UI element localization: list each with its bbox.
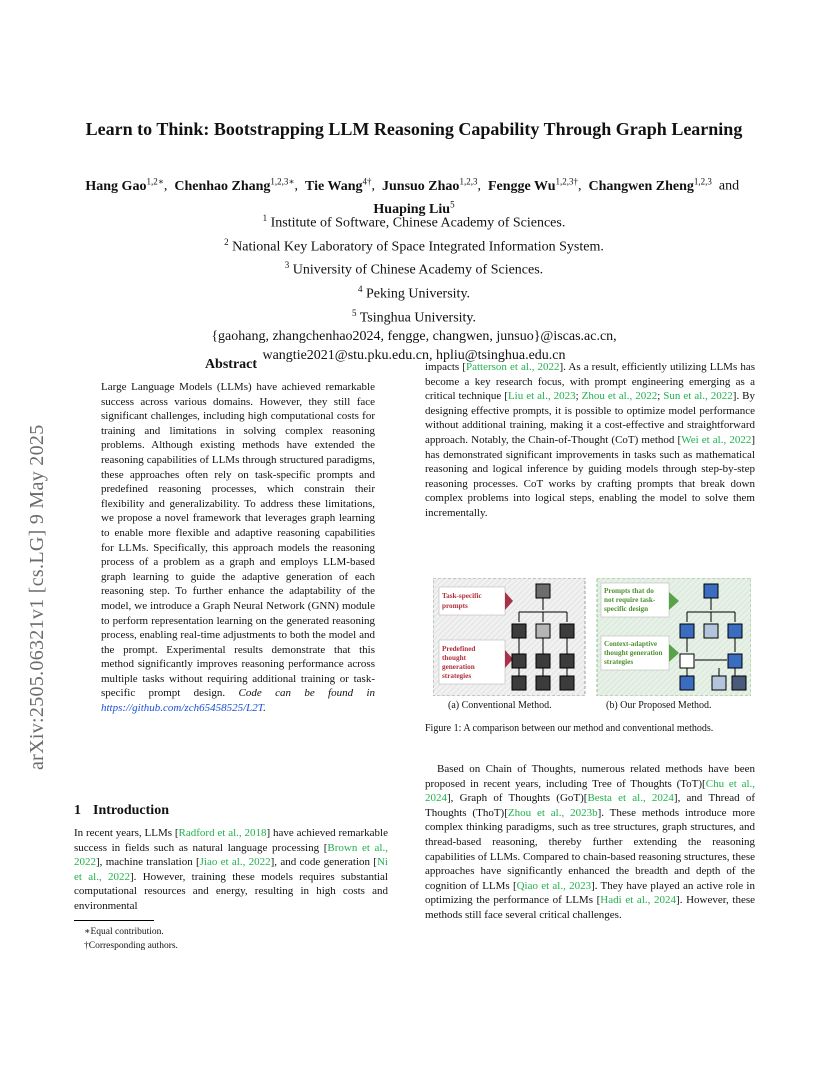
citation-link[interactable]: Hadi et al., 2024 xyxy=(600,894,677,907)
graph-node xyxy=(712,676,726,690)
right-label-2: Context-adaptive thought generation strategies xyxy=(604,640,663,666)
intro-paragraph: In recent years, LLMs [Radford et al., 2018] have achieved remarkable success in fields such as natural language processing [Brown et al., 2022], machine translation [Jiao et al., 2022], and code generation [Ni et al., 2022]. However, training these models requires substantial computational resources and energy, resulting in high costs and environmental xyxy=(74,827,388,912)
author: Changwen Zheng$^{1,2,3}$ xyxy=(588,176,712,194)
right-paragraph-2: Based on Chain of Thoughts, numerous related methods have been proposed in recent years, including Tree of Thoughts (ToT)[Chu et al., 2024], Graph of Thoughts (GoT)[Besta et al., 2024], and Thread of Thoughts (ThoT)[Zhou et al., 2023b]. These methods introduce more complex thinking paradigms, such as tree structures, graph structures, and thread-based reasoning, thereby further extending the reasoning capabilities of LLMs. Compared to chain-based reasoning structures, these approaches have significantly enhanced the breadth and depth of the cognition of LLMs [Qiao et al., 2023]. They have played an active role in optimizing the performance of LLMs [Hadi et al., 2024]. However, these methods still face several critical challenges. xyxy=(425,763,756,921)
graph-node xyxy=(704,624,718,638)
tree-node xyxy=(536,676,550,690)
author: Tie Wang$^{4\dagger}$ xyxy=(305,176,372,194)
graph-node xyxy=(680,624,694,638)
graph-node xyxy=(680,676,694,690)
graph-node xyxy=(728,654,742,668)
affiliation: $^2$ National Key Laboratory of Space Integrated Information System. xyxy=(224,236,604,255)
citation-link[interactable]: Zhou et al., 2022 xyxy=(581,390,658,403)
paper-title: Learn to Think: Bootstrapping LLM Reasoning Capability Through Graph Learning xyxy=(85,119,743,139)
author: Junsuo Zhao$^{1,2,3}$ xyxy=(382,176,478,194)
citation-link[interactable]: Ni et al., 2022 xyxy=(74,856,388,883)
author: Huaping Liu$^5$ xyxy=(373,199,455,218)
subcaption-b: (b) Our Proposed Method. xyxy=(606,700,712,711)
figure-caption: Figure 1: A comparison between our method and conventional methods. xyxy=(425,723,714,734)
tree-node xyxy=(536,654,550,668)
figure-1-diagram xyxy=(433,578,751,696)
citation-link[interactable]: Qiao et al., 2023 xyxy=(516,879,592,892)
tree-node xyxy=(536,624,550,638)
tree-node xyxy=(560,624,574,638)
citation-link[interactable]: Radford et al., 2018 xyxy=(178,827,267,839)
citation-link[interactable]: Besta et al., 2024 xyxy=(587,792,674,805)
left-label-2: Predefined thought generation strategies xyxy=(442,645,476,680)
citation-link[interactable]: Zhou et al., 2023b xyxy=(507,806,598,819)
footnote-rule xyxy=(74,920,154,921)
author-list: Hang Gao$^{1,2∗}$, Chenhao Zhang$^{1,2,3∗}$, Tie Wang$^{4\dagger}$, Junsuo Zhao$^{1,2,3}$, Fengge $Wu^{1,2,3\dagger}$, Changwen Zheng$^{1,2,3}$ and Huaping Liu$^5$ xyxy=(85,176,740,218)
conventional-method-panel xyxy=(433,578,585,696)
author: Fengge $Wu^{1,2,3\dagger}$ xyxy=(487,176,578,194)
tree-node xyxy=(560,676,574,690)
affiliations xyxy=(80,209,748,365)
graph-node xyxy=(728,624,742,638)
section-heading: 1 Introduction xyxy=(74,803,169,818)
affiliation: $^4$ Peking University. xyxy=(357,283,471,302)
right-paragraph-1: impacts [Patterson et al., 2022]. As a result, efficiently utilizing LLMs has become a key research focus, with prompt engineering emerging as a critical technique [Liu et al., 2023; Zhou et al., 2022; Sun et al., 2022]. By designing effective prompts, it is possible to optimize model performance without additional training, making it a cost-effective and straightforward approach. Notably, the Chain-of-Thought (CoT) method [Wei et al., 2022] has demonstrated significant improvements in tasks such as mathematical reasoning and logical inference by guiding models through step-by-step reasoning processes. CoT works by crafting prompts that break down complex problems into logical steps, enabling the model to solve them incrementally. xyxy=(425,361,756,519)
author: Chenhao Zhang$^{1,2,3∗}$ xyxy=(174,176,295,194)
code-link[interactable]: https://github.com/zch65458525/L2T xyxy=(101,702,264,715)
citation-link[interactable]: Patterson et al., 2022 xyxy=(465,361,560,373)
tree-node xyxy=(512,654,526,668)
abstract-heading: Abstract xyxy=(204,357,258,372)
abstract-body: Large Language Models (LLMs) have achieved remarkable success across various domains. However, they still face significant challenges, including high computational costs for training and limitations in solving complex reasoning problems. Although existing methods have extended the reasoning capabilities of LLMs through structured paradigms, these approaches often rely on task-specific prompts and predefined reasoning processes, which constrain their flexibility and generalizability. To address these limitations, we propose a novel framework that leverages graph learning to enable more flexible and adaptive reasoning capabilities for LLMs. Specifically, this approach models the reasoning process of a problem as a graph and employs LLM-based graph learning to guide the adaptive generation of each reasoning step. To further enhance the adaptability of the model, we introduce a Graph Neural Network (GNN) module to perform representation learning on the generated reasoning process, enabling real-time adjustments to both the model and the prompt. Experimental results demonstrate that this method significantly improves reasoning performance across multiple tasks without requiring additional training or task-specific prompt design. Code can be found in https://github.com/zch65458525/L2T. xyxy=(101,381,376,715)
arxiv-identifier: arXiv:2505.06321v1 [cs.LG] 9 May 2025 xyxy=(26,424,48,770)
graph-node xyxy=(704,584,718,598)
graph-node xyxy=(732,676,746,690)
affiliation: $^3$ University of Chinese Academy of Sciences. xyxy=(284,260,544,278)
citation-link[interactable]: Jiao et al., 2022 xyxy=(199,856,271,869)
citation-link[interactable]: Wei et al., 2022 xyxy=(681,433,752,446)
footnote: ∗Equal contribution. xyxy=(84,927,164,937)
citation-link[interactable]: Brown et al., 2022 xyxy=(74,841,388,869)
citation-link[interactable]: Liu et al., 2023 xyxy=(507,390,576,403)
tree-node xyxy=(536,584,550,598)
citation-link[interactable]: Chu et al., 2024 xyxy=(425,777,756,805)
proposed-method-panel xyxy=(597,578,751,696)
citation-link[interactable]: Sun et al., 2022 xyxy=(663,390,733,403)
tree-node xyxy=(512,624,526,638)
graph-node xyxy=(680,654,694,668)
author-joiner: and xyxy=(718,178,740,194)
affiliation: $^1$ Institute of Software, Chinese Academy of Sciences. xyxy=(262,213,566,231)
email-line: {gaohang, zhangchenhao2024, fengge, changwen, junsuo}@iscas.ac.cn, xyxy=(211,329,617,345)
footnote: †Corresponding authors. xyxy=(84,941,178,951)
email-line: wangtie2021@stu.pku.edu.cn, hpliu@tsinghua.edu.cn xyxy=(262,348,566,364)
tree-node xyxy=(560,654,574,668)
subcaption-a: (a) Conventional Method. xyxy=(448,700,552,711)
author: Hang Gao$^{1,2∗}$ xyxy=(85,176,164,194)
tree-node xyxy=(512,676,526,690)
left-label-1: Task-specific prompts xyxy=(442,592,482,610)
footnotes xyxy=(84,925,178,953)
right-label-1: Prompts that do not require task-specific design xyxy=(604,587,656,613)
affiliation: $^5$ Tsinghua University. xyxy=(351,307,477,326)
